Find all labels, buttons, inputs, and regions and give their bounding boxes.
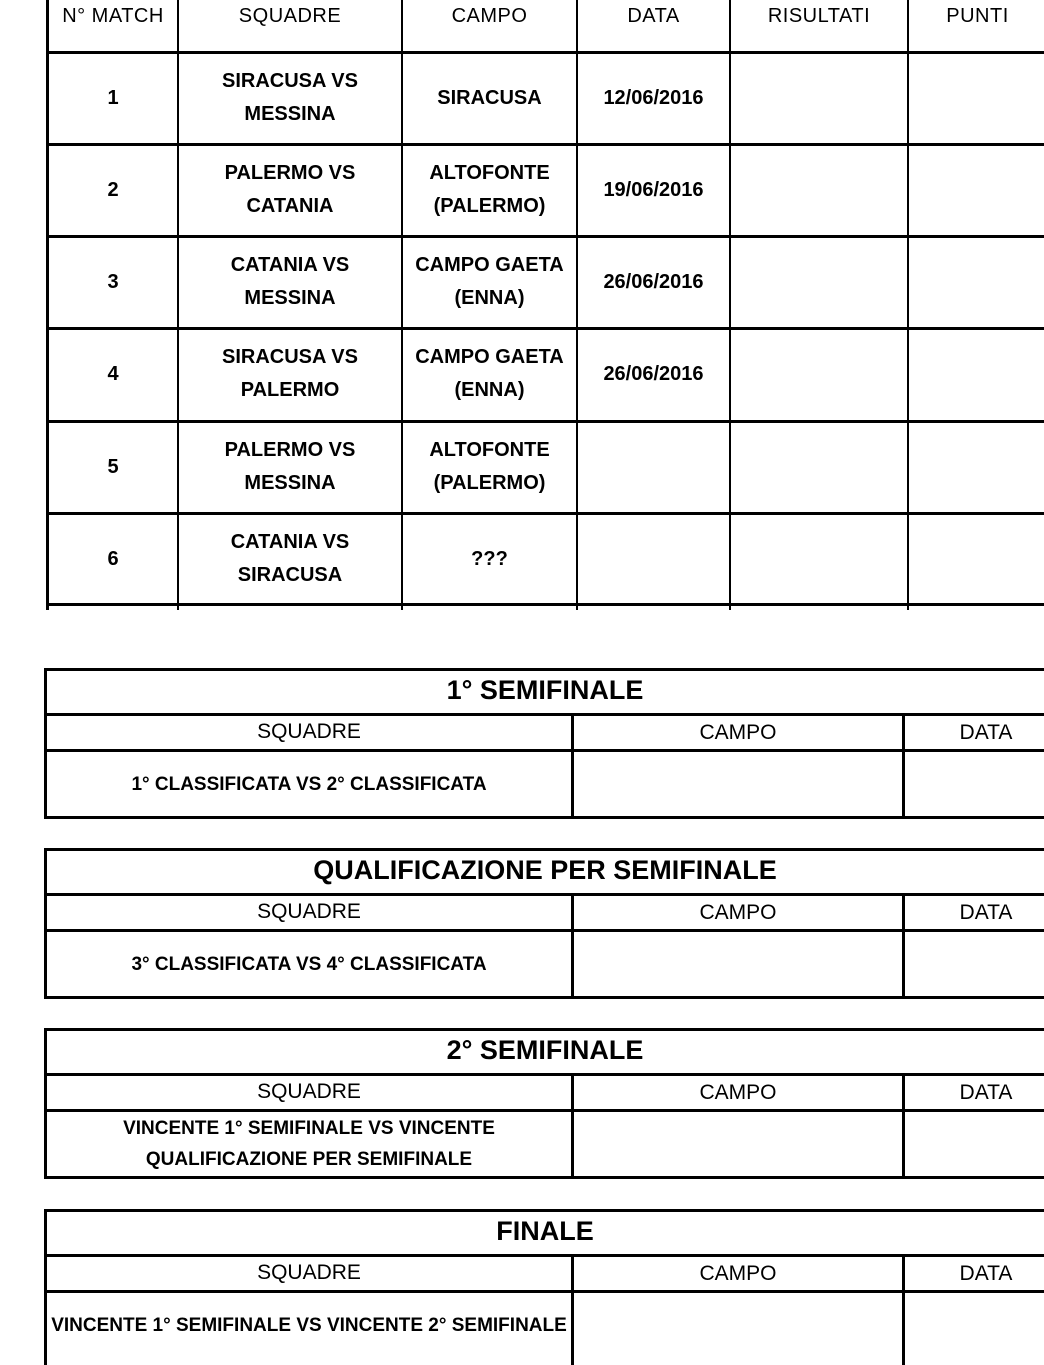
match-date: 12/06/2016 [603,86,704,109]
header-n-match: N° MATCH [62,5,164,27]
section-title: 2° SEMIFINALE [446,1035,644,1065]
match-teams: VINCENTE 1° SEMIFINALE VS VINCENTE 2° SEMIFINALE [51,1314,567,1336]
qualification-section [44,848,1044,1000]
match-venue [574,931,902,997]
header-risultati: RISULTATI [767,5,871,27]
match-number: 3 [107,270,119,293]
match-points [909,514,1044,604]
match-result [731,422,907,512]
match-teams: CATANIA VS MESSINA [230,254,350,309]
header-data: DATA [959,1262,1013,1285]
match-teams: SIRACUSA VS PALERMO [222,346,358,401]
header-squadre: SQUADRE [257,720,361,743]
match-result [731,53,907,143]
match-venue: SIRACUSA [437,86,542,109]
match-result [731,145,907,235]
match-result [731,514,907,604]
match-number: 4 [107,362,119,385]
section-title: 1° SEMIFINALE [446,675,644,705]
first-semifinal-section [44,668,1044,820]
header-campo: CAMPO [699,721,777,744]
match-date [905,931,1044,997]
header-squadre: SQUADRE [238,5,342,27]
header-squadre: SQUADRE [257,900,361,923]
match-number: 6 [107,547,119,570]
header-punti: PUNTI [946,5,1009,27]
match-venue: ??? [471,547,508,570]
header-data: DATA [959,901,1013,924]
match-points [909,237,1044,327]
match-date: 26/06/2016 [603,362,704,385]
match-date [905,751,1044,817]
section-title: FINALE [496,1216,594,1246]
match-date: 19/06/2016 [603,178,704,201]
match-venue [574,1111,902,1177]
match-venue: ALTOFONTE (PALERMO) [429,162,550,217]
match-date: 26/06/2016 [603,270,704,293]
header-data: DATA [959,1081,1013,1104]
match-teams: CATANIA VS SIRACUSA [230,531,350,586]
match-date [578,422,729,512]
header-squadre: SQUADRE [257,1080,361,1103]
match-points [909,422,1044,512]
header-data: DATA [959,721,1013,744]
match-teams: 3° CLASSIFICATA VS 4° CLASSIFICATA [131,953,487,975]
match-schedule-table [46,0,1044,610]
match-teams: PALERMO VS CATANIA [224,162,356,217]
header-campo: CAMPO [451,5,528,27]
match-date [905,1111,1044,1177]
match-number: 5 [107,455,119,478]
second-semifinal-section [44,1028,1044,1180]
match-result [731,329,907,419]
match-teams: VINCENTE 1° SEMIFINALE VS VINCENTE QUALIFICAZIONE PER SEMIFINALE [123,1118,495,1170]
match-number: 1 [107,86,119,109]
match-number: 2 [107,178,119,201]
match-result [731,237,907,327]
match-teams: PALERMO VS MESSINA [224,439,356,494]
match-venue: CAMPO GAETA (ENNA) [415,346,564,401]
final-section [44,1209,1044,1365]
match-points [909,329,1044,419]
header-squadre: SQUADRE [257,1261,361,1284]
match-points [909,53,1044,143]
match-venue [574,751,902,817]
match-date [578,514,729,604]
header-campo: CAMPO [699,1262,777,1285]
match-points [909,145,1044,235]
match-date [905,1292,1044,1358]
header-campo: CAMPO [699,901,777,924]
header-campo: CAMPO [699,1081,777,1104]
match-venue: ALTOFONTE (PALERMO) [429,439,550,494]
match-venue [574,1292,902,1358]
match-venue: CAMPO GAETA (ENNA) [415,254,564,309]
header-data: DATA [627,5,680,27]
match-teams: 1° CLASSIFICATA VS 2° CLASSIFICATA [131,773,487,795]
match-teams: SIRACUSA VS MESSINA [222,70,358,125]
section-title: QUALIFICAZIONE PER SEMIFINALE [313,855,777,885]
